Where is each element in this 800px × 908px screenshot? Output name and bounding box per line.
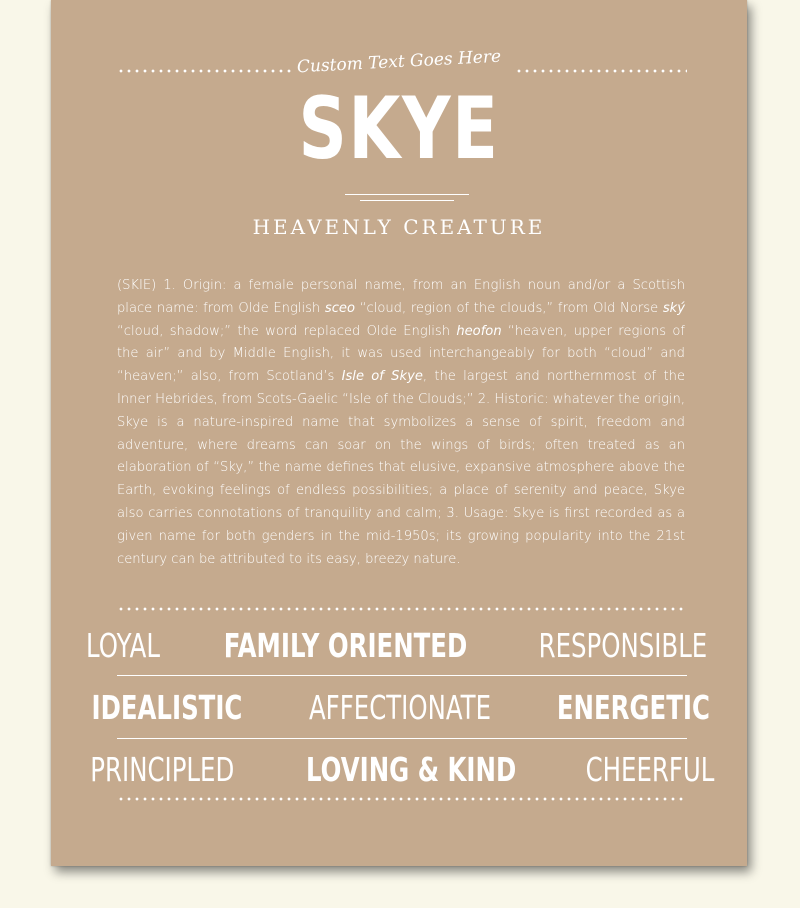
name-poster — [51, 0, 747, 866]
definition-part-3: “cloud, shadow;” the word replaced Olde English — [117, 323, 457, 339]
trait-cheerful: CHEERFUL — [585, 749, 715, 789]
traits-top-dotted-rule — [117, 607, 687, 611]
traits-row-1 — [85, 622, 708, 668]
term-sceo: sceo — [324, 300, 355, 316]
trait-loyal: LOYAL — [85, 625, 160, 665]
definition-part-5: , the largest and northernmost of the Inner Hebrides, from Scots-Gaelic “Isle of the Clouds;” 2. Historic: whatever the origin, Skye is a nature-inspired name that symbolizes a sense of spirit, freedom and adventure, where dreams can soar on the wings of birds; often treated as an elaboration of “Sky,” the name defines that elusive, expansive atmosphere above the Earth, evoking feelings of endless possibilities; a place of serenity and peace, Skye also carries connotations of tranquility and calm; 3. Usage: Skye is first recorded as a given name for both genders in the mid-1950s; its growing popularity into the 21st century can be attributed to its easy, breezy nature. — [117, 369, 685, 567]
term-heofon: heofon — [456, 323, 502, 339]
name-underline-bottom — [360, 200, 454, 201]
trait-principled: PRINCIPLED — [90, 749, 235, 789]
name-meaning: HEAVENLY CREATURE — [252, 215, 546, 239]
definition-part-2: “cloud, region of the clouds,” from Old Norse — [355, 300, 663, 316]
pronunciation: (SKIE) — [117, 278, 157, 293]
name-definition — [117, 275, 685, 571]
traits-row-3 — [90, 746, 715, 792]
top-right-dotted-rule — [515, 69, 687, 73]
poster-name: SKYE — [298, 79, 500, 179]
traits-rule-2 — [117, 738, 687, 739]
definition-part-1: 1. Origin: a female personal name, from an English noun and/or a Scottish place name: from Olde English — [117, 278, 685, 316]
trait-loving-and-kind: LOVING & KIND — [306, 749, 517, 789]
term-sky-norse: ský — [662, 300, 685, 316]
trait-responsible: RESPONSIBLE — [538, 625, 708, 665]
term-isle-of-skye: Isle of Skye — [341, 369, 423, 385]
trait-family-oriented: FAMILY ORIENTED — [223, 625, 467, 665]
custom-text: Custom Text Goes Here — [296, 46, 502, 78]
name-underline-top — [345, 194, 469, 195]
definition-part-4: “heaven, upper regions of the air” and by Middle English, it was used interchangeably for both “cloud” and “heaven;” also, from Scotland’s — [117, 323, 685, 385]
trait-affectionate: AFFECTIONATE — [308, 687, 491, 727]
trait-idealistic: IDEALISTIC — [91, 687, 243, 727]
traits-row-2 — [91, 684, 711, 730]
trait-energetic: ENERGETIC — [557, 687, 711, 727]
traits-rule-1 — [117, 675, 687, 676]
traits-bottom-dotted-rule — [117, 797, 687, 801]
